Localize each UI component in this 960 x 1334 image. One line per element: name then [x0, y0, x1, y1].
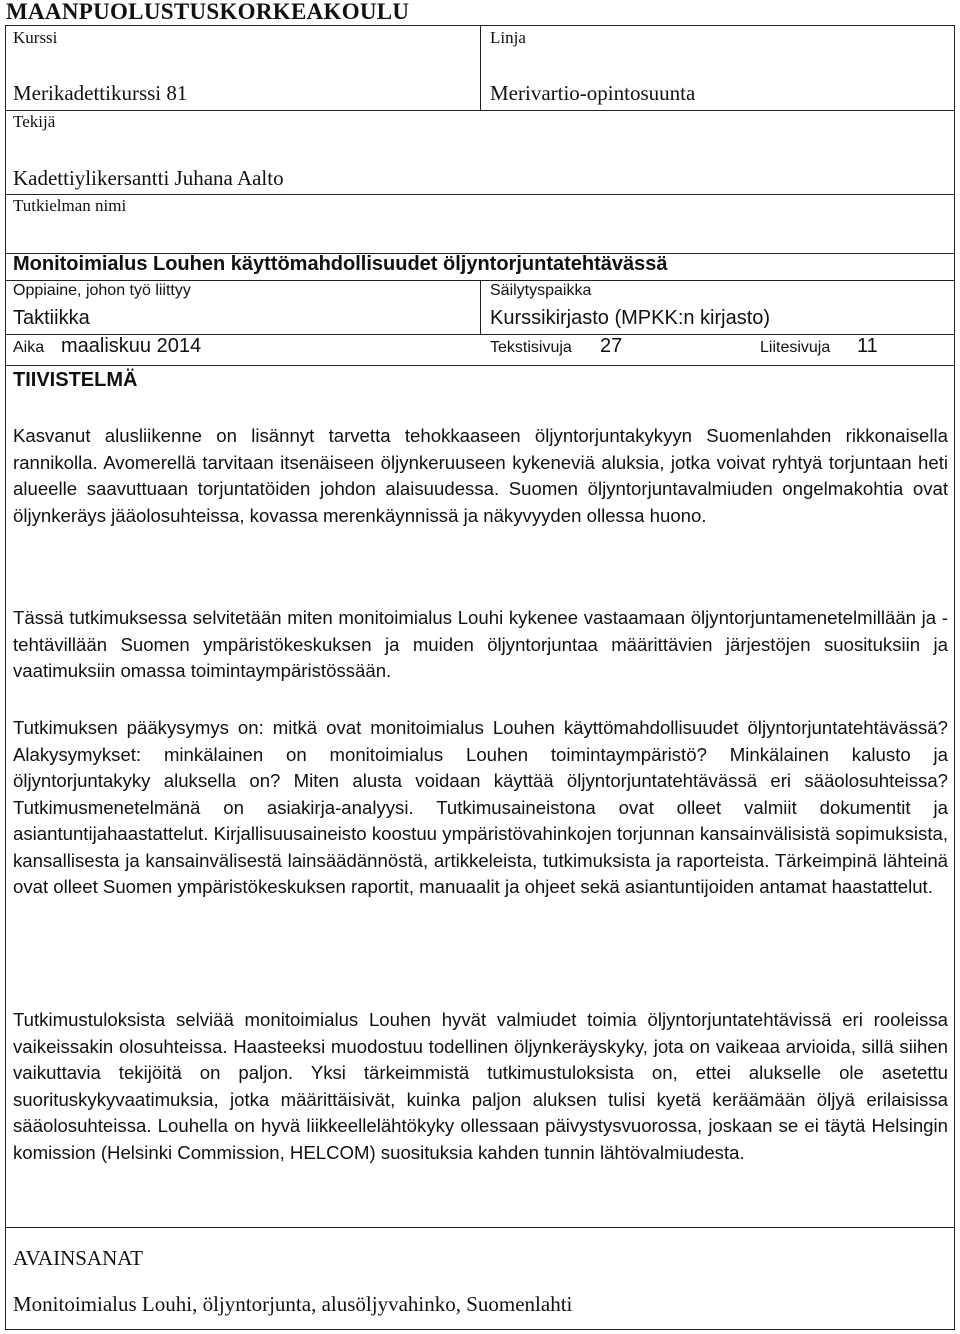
- divider: [6, 365, 954, 366]
- abstract-text: Tässä tutkimuksessa selvitetään miten monitoimialus Louhi kykenee vastaamaan öljyntorjuntamenetelmillään ja -tehtävillään Suomen ympäristökeskuksen ja muiden öljyntorjuntaa määrittävien järjestöjen suosituksiin ja vaatimuksiin omassa toimintaympäristössään.: [13, 607, 948, 681]
- abstract-paragraph-2: [13, 605, 948, 685]
- course-value: Merikadettikurssi 81: [13, 81, 188, 105]
- abstract-paragraph-4: [13, 1007, 948, 1166]
- subject-value: Taktiikka: [13, 307, 90, 329]
- text-pages-label: Tekstisivuja: [490, 339, 572, 356]
- keywords-value: Monitoimialus Louhi, öljyntorjunta, alusöljyvahinko, Suomenlahti: [13, 1292, 573, 1316]
- abstract-form: [5, 25, 955, 1330]
- abstract-text: Tutkimustuloksista selviää monitoimialus Louhen hyvät valmiudet toimia öljyntorjuntatehtävissä eri rooleissa vaikeissakin olosuhteissa. Haasteeksi muodostuu todellinen öljynkeräyskyky, jota on vaikeaa arvioida, sillä siihen vaikuttavia tekijöitä on paljon. Yksi tärkeimmistä tutkimustuloksista on, ettei alukselle ole asetettu suorituskykyvaatimuksia, jotka määrittäisivät, kuinka paljon aluksen tulisi kyetä keräämään öljyä erilaisissa sääolosuhteissa. Louhella on hyvä liikkeellelähtökyky ollessaan päivystysvuorossa, joskaan se ei täytä Helsingin komission (Helsinki Commission, HELCOM) suosituksia kahden tunnin lähtövalmiudesta.: [13, 1009, 948, 1163]
- keywords-heading: AVAINSANAT: [13, 1246, 143, 1270]
- divider: [480, 26, 481, 110]
- appendix-pages-value: 11: [857, 335, 878, 357]
- date-label: Aika: [13, 339, 45, 356]
- course-label: Kurssi: [13, 28, 58, 47]
- divider: [480, 280, 481, 334]
- abstract-text: Tutkimuksen pääkysymys on: mitkä ovat monitoimialus Louhen käyttömahdollisuudet öljyntorjuntatehtävässä? Alakysymykset: minkälainen on monitoimialus Louhen toimintaympäristö? Minkälainen kalusto ja öljyntorjuntakyky aluksella on? Miten alusta voidaan käyttää öljyntorjuntatehtävässä eri sääolosuhteissa? Tutkimusmenetelmänä on asiakirja-analyysi. Tutkimusaineistona ovat olleet valmiit dokumentit ja asiantuntijahaastattelut. Kirjallisuusaineisto koostuu ympäristövahinkojen torjunnan kansainvälisistä sopimuksista, kansallisesta ja kansainvälisestä lainsäädännöstä, artikkeleista, tutkimuksista ja raporteista. Tärkeimpinä lähteinä ovat olleet Suomen ympäristökeskuksen raportit, manuaalit ja ohjeet sekä asiantuntijoiden antamat haastattelut.: [13, 717, 948, 897]
- abstract-paragraph-3: [13, 715, 948, 901]
- storage-label: Säilytyspaikka: [490, 282, 592, 299]
- institution-name: MAANPUOLUSTUSKORKEAKOULU: [6, 0, 410, 24]
- abstract-text: Kasvanut alusliikenne on lisännyt tarvetta tehokkaaseen öljyntorjuntakykyyn Suomenlahden rikkonaisella rannikolla. Avomerellä tarvitaan itsenäiseen öljynkeruuseen kykeneviä aluksia, jotka voivat ryhtyä torjuntaan heti alueelle saavuttuaan torjuntatöiden johdon alaisuudessa. Suomen öljyntorjuntavalmiuden ongelmakohtia ovat öljynkeräys jääolosuhteissa, kovassa merenkäynnissä ja näkyvyyden ollessa huono.: [13, 425, 948, 526]
- storage-value: Kurssikirjasto (MPKK:n kirjasto): [490, 307, 771, 329]
- divider: [6, 110, 954, 111]
- text-pages-value: 27: [600, 335, 623, 357]
- thesis-title-label: Tutkielman nimi: [13, 196, 127, 215]
- line-value: Merivartio-opintosuunta: [490, 81, 696, 105]
- line-label: Linja: [490, 28, 526, 47]
- abstract-heading: TIIVISTELMÄ: [13, 369, 138, 391]
- divider: [6, 1227, 954, 1228]
- author-value: Kadettiylikersantti Juhana Aalto: [13, 166, 284, 190]
- appendix-pages-label: Liitesivuja: [760, 339, 831, 356]
- divider: [6, 194, 954, 195]
- thesis-title: Monitoimialus Louhen käyttömahdollisuudet öljyntorjuntatehtävässä: [13, 253, 668, 275]
- date-value: maaliskuu 2014: [61, 335, 202, 357]
- abstract-paragraph-1: [13, 423, 948, 529]
- author-label: Tekijä: [13, 112, 56, 131]
- subject-label: Oppiaine, johon työ liittyy: [13, 282, 191, 299]
